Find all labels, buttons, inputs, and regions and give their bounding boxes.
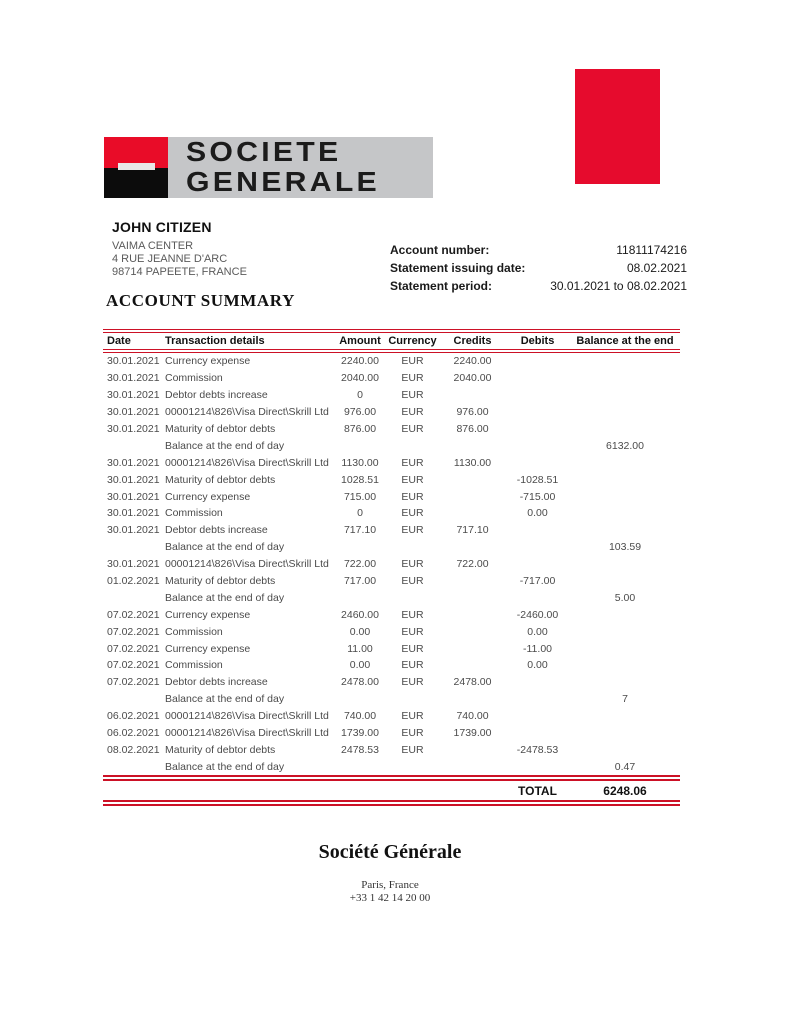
cell-currency: EUR xyxy=(401,406,424,419)
account-number-value: 11811174216 xyxy=(616,243,687,257)
cell-details: Balance at the end of day xyxy=(165,591,285,604)
cell-credits: 2040.00 xyxy=(453,372,492,385)
cell-details: Debtor debts increase xyxy=(165,524,268,537)
table-row xyxy=(103,708,680,725)
societe-generale-logo xyxy=(104,137,433,198)
table-row xyxy=(103,725,680,742)
table-body xyxy=(103,353,680,775)
cell-details: Maturity of debtor debts xyxy=(165,575,276,588)
cell-date: 30.01.2021 xyxy=(107,456,160,469)
sg-logo-icon xyxy=(104,137,168,198)
cell-details: 00001214\826\Visa Direct\Skrill Ltd xyxy=(165,727,329,740)
logo-line1: SOCIETE xyxy=(186,136,342,167)
cell-amount: 2478.53 xyxy=(341,743,379,756)
cell-balance: 0.47 xyxy=(614,760,636,773)
table-row xyxy=(103,404,680,421)
cell-debits: -11.00 xyxy=(523,642,552,655)
table-row xyxy=(103,657,680,674)
account-info-row xyxy=(390,259,687,277)
cell-details: Debtor debts increase xyxy=(165,389,268,402)
cell-date: 30.01.2021 xyxy=(107,406,160,419)
cell-amount: 0 xyxy=(357,389,363,402)
table-header xyxy=(103,329,680,353)
cell-currency: EUR xyxy=(401,372,424,385)
logo-line2: GENERALE xyxy=(186,166,380,197)
cell-details: Currency expense xyxy=(165,608,251,621)
cell-currency: EUR xyxy=(401,710,424,723)
cell-date: 01.02.2021 xyxy=(107,575,160,588)
cell-date: 06.02.2021 xyxy=(107,710,160,723)
table-row xyxy=(103,640,680,657)
red-stamp-rectangle xyxy=(575,69,660,184)
table-row xyxy=(103,606,680,623)
header-transaction-details: Transaction details xyxy=(165,335,265,347)
cell-debits: -2460.00 xyxy=(516,608,559,621)
table-row xyxy=(103,589,680,606)
total-value: 6248.06 xyxy=(603,783,647,798)
cell-details: Commission xyxy=(165,659,223,672)
table-row xyxy=(103,370,680,387)
table-row xyxy=(103,437,680,454)
cell-currency: EUR xyxy=(401,524,424,537)
cell-details: Commission xyxy=(165,625,223,638)
account-number-label: Account number: xyxy=(390,243,490,257)
cell-amount: 1028.51 xyxy=(341,473,379,486)
cell-currency: EUR xyxy=(401,456,424,469)
cell-currency: EUR xyxy=(401,659,424,672)
cell-details: 00001214\826\Visa Direct\Skrill Ltd xyxy=(165,456,329,469)
table-row xyxy=(103,522,680,539)
total-row xyxy=(103,775,680,806)
cell-details: 00001214\826\Visa Direct\Skrill Ltd xyxy=(165,710,329,723)
cell-date: 30.01.2021 xyxy=(107,473,160,486)
cell-currency: EUR xyxy=(401,558,424,571)
table-row xyxy=(103,387,680,404)
table-row xyxy=(103,488,680,505)
cell-amount: 876.00 xyxy=(343,423,377,435)
cell-details: Commission xyxy=(165,507,223,520)
cell-currency: EUR xyxy=(401,423,424,435)
cell-currency: EUR xyxy=(401,473,424,486)
cell-amount: 1130.00 xyxy=(341,456,379,469)
customer-name: JOHN CITIZEN xyxy=(112,219,212,235)
statement-period-label: Statement period: xyxy=(390,279,493,293)
cell-amount: 2460.00 xyxy=(341,608,379,621)
customer-block xyxy=(112,219,247,279)
cell-credits: 2240.00 xyxy=(453,355,492,368)
cell-details: Currency expense xyxy=(165,355,251,368)
cell-debits: -715.00 xyxy=(519,490,556,503)
customer-address-line-3: 98714 PAPEETE, FRANCE xyxy=(112,266,247,278)
cell-debits: -2478.53 xyxy=(516,743,559,756)
cell-debits: 0.00 xyxy=(527,625,548,638)
cell-amount: 715.00 xyxy=(343,490,377,503)
cell-amount: 0.00 xyxy=(349,625,371,638)
cell-details: Debtor debts increase xyxy=(165,676,268,689)
cell-date: 07.02.2021 xyxy=(107,676,160,689)
cell-currency: EUR xyxy=(401,743,424,756)
cell-amount: 2040.00 xyxy=(341,372,379,385)
cell-details: Maturity of debtor debts xyxy=(165,473,276,486)
cell-balance: 103.59 xyxy=(608,541,642,554)
cell-details: Balance at the end of day xyxy=(165,760,285,773)
cell-details: Maturity of debtor debts xyxy=(165,743,276,756)
cell-currency: EUR xyxy=(401,355,424,368)
cell-date: 30.01.2021 xyxy=(107,389,160,402)
cell-debits: 0.00 xyxy=(527,507,548,520)
cell-date: 06.02.2021 xyxy=(107,727,160,740)
table-row xyxy=(103,741,680,758)
account-info xyxy=(390,241,687,295)
cell-balance: 5.00 xyxy=(614,591,636,604)
table-row xyxy=(103,353,680,370)
customer-address-line-2: 4 RUE JEANNE D'ARC xyxy=(112,253,228,265)
cell-currency: EUR xyxy=(401,642,424,655)
cell-date: 08.02.2021 xyxy=(107,743,160,756)
cell-details: 00001214\826\Visa Direct\Skrill Ltd xyxy=(165,406,329,419)
cell-amount: 1739.00 xyxy=(341,727,379,740)
cell-currency: EUR xyxy=(401,608,424,621)
customer-address-line-1: VAIMA CENTER xyxy=(112,240,194,252)
header-date: Date xyxy=(107,335,131,347)
table-row xyxy=(103,556,680,573)
logo-wordmark xyxy=(186,137,380,197)
header-currency: Currency xyxy=(388,335,437,347)
table-row xyxy=(103,758,680,775)
cell-date: 07.02.2021 xyxy=(107,625,160,638)
cell-amount: 2240.00 xyxy=(341,355,379,368)
table-row xyxy=(103,454,680,471)
cell-currency: EUR xyxy=(401,676,424,689)
table-row xyxy=(103,471,680,488)
cell-details: Balance at the end of day xyxy=(165,439,285,452)
cell-credits: 876.00 xyxy=(456,423,489,435)
cell-currency: EUR xyxy=(401,625,424,638)
cell-amount: 0 xyxy=(357,507,363,520)
cell-date: 30.01.2021 xyxy=(107,524,160,537)
issuing-date-label: Statement issuing date: xyxy=(390,261,526,275)
section-title: ACCOUNT SUMMARY xyxy=(106,291,295,310)
cell-debits: -717.00 xyxy=(519,575,556,588)
footer xyxy=(0,841,780,905)
table-row xyxy=(103,623,680,640)
footer-company-name: Société Générale xyxy=(318,841,462,863)
cell-currency: EUR xyxy=(401,727,424,740)
statement-period-value: 30.01.2021 to 08.02.2021 xyxy=(550,279,687,293)
cell-currency: EUR xyxy=(401,490,424,503)
footer-city: Paris, France xyxy=(361,879,419,891)
cell-amount: 976.00 xyxy=(343,406,377,419)
cell-date: 07.02.2021 xyxy=(107,659,160,672)
cell-date: 30.01.2021 xyxy=(107,507,160,520)
cell-balance: 6132.00 xyxy=(606,439,644,452)
cell-amount: 722.00 xyxy=(343,558,377,571)
footer-phone: +33 1 42 14 20 00 xyxy=(349,892,431,904)
cell-date: 30.01.2021 xyxy=(107,490,160,503)
cell-amount: 717.10 xyxy=(343,524,377,537)
table-row xyxy=(103,505,680,522)
cell-date: 07.02.2021 xyxy=(107,608,160,621)
sg-logo-white-band xyxy=(118,163,155,170)
cell-credits: 1130.00 xyxy=(453,456,492,469)
table-row xyxy=(103,573,680,590)
cell-date: 30.01.2021 xyxy=(107,372,160,385)
total-label: TOTAL xyxy=(518,783,557,798)
cell-date: 30.01.2021 xyxy=(107,355,160,368)
cell-details: Currency expense xyxy=(165,490,251,503)
cell-details: Commission xyxy=(165,372,223,385)
header-amount: Amount xyxy=(339,335,381,347)
cell-details: Maturity of debtor debts xyxy=(165,423,276,435)
cell-credits: 722.00 xyxy=(456,558,489,571)
cell-currency: EUR xyxy=(401,389,424,402)
cell-amount: 0.00 xyxy=(349,659,371,672)
cell-credits: 717.10 xyxy=(456,524,489,537)
table-row xyxy=(103,674,680,691)
cell-details: 00001214\826\Visa Direct\Skrill Ltd xyxy=(165,558,329,571)
cell-credits: 2478.00 xyxy=(453,676,492,689)
transactions-table xyxy=(103,329,680,806)
cell-currency: EUR xyxy=(401,575,424,588)
cell-debits: -1028.51 xyxy=(516,473,559,486)
cell-details: Currency expense xyxy=(165,642,251,655)
sg-logo-black-half xyxy=(104,168,168,198)
header-credits: Credits xyxy=(453,335,492,347)
table-row xyxy=(103,539,680,556)
cell-credits: 1739.00 xyxy=(453,727,492,740)
footer-contact xyxy=(0,879,780,905)
account-info-row xyxy=(390,277,687,295)
cell-date: 07.02.2021 xyxy=(107,642,160,655)
cell-amount: 740.00 xyxy=(343,710,377,723)
cell-date: 30.01.2021 xyxy=(107,423,160,435)
cell-credits: 740.00 xyxy=(456,710,489,723)
cell-debits: 0.00 xyxy=(527,659,548,672)
cell-amount: 717.00 xyxy=(343,575,377,588)
issuing-date-value: 08.02.2021 xyxy=(626,261,687,275)
cell-balance: 7 xyxy=(622,693,628,706)
header-balance: Balance at the end xyxy=(576,335,674,347)
cell-date: 30.01.2021 xyxy=(107,558,160,571)
header-debits: Debits xyxy=(520,335,555,347)
cell-details: Balance at the end of day xyxy=(165,541,285,554)
cell-credits: 976.00 xyxy=(456,406,489,419)
table-row xyxy=(103,691,680,708)
cell-amount: 11.00 xyxy=(347,642,373,655)
cell-amount: 2478.00 xyxy=(341,676,379,689)
table-row xyxy=(103,421,680,438)
cell-details: Balance at the end of day xyxy=(165,693,285,706)
cell-currency: EUR xyxy=(401,507,424,520)
account-info-row xyxy=(390,241,687,259)
